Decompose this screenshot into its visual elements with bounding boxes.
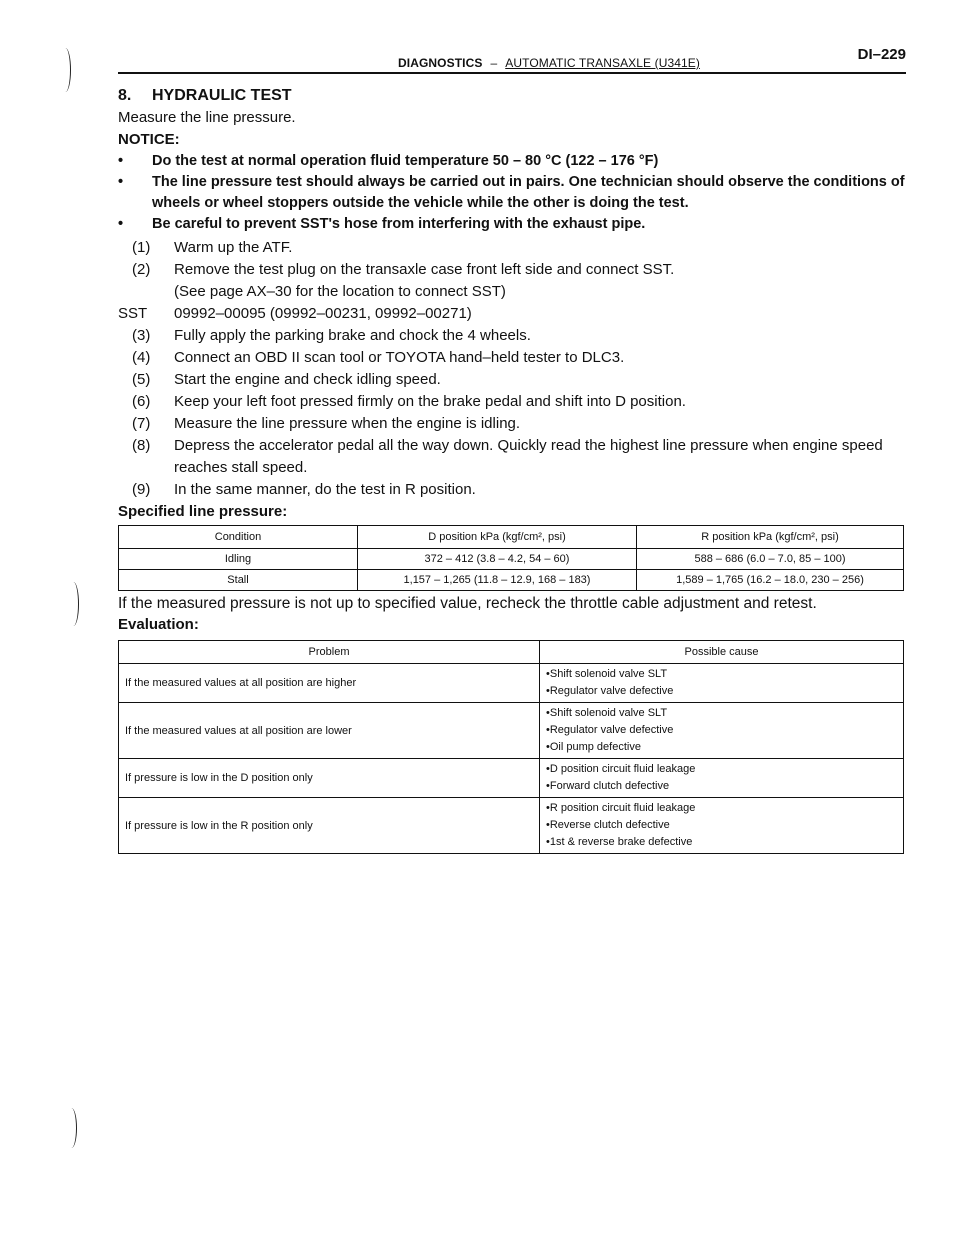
step-text: Depress the accelerator pedal all the way down. Quickly read the highest line pressure when engine speed reaches stall speed. xyxy=(174,437,883,476)
cause-item: • Shift solenoid valve SLT xyxy=(546,705,897,722)
table-cell: 372 – 412 (3.8 – 4.2, 54 – 60) xyxy=(358,549,637,570)
sst-value: 09992–00095 (09992–00231, 09992–00271) xyxy=(174,305,472,322)
step-number: (6) xyxy=(132,393,151,410)
step-item xyxy=(118,413,908,435)
table-row xyxy=(119,549,904,570)
step-number: (5) xyxy=(132,371,151,388)
table-row xyxy=(119,664,904,703)
heading-number: 8. xyxy=(118,87,132,104)
step-number: (2) xyxy=(132,261,151,278)
binder-mark xyxy=(68,582,79,626)
evaluation-label: Evaluation: xyxy=(118,616,199,633)
notice-item: • Do the test at normal operation fluid temperature 50 – 80 °C (122 – 176 °F) xyxy=(118,151,908,172)
problem-cell: If the measured values at all position are higher xyxy=(119,664,540,703)
sst-line xyxy=(118,303,908,325)
cause-item: • Regulator valve defective xyxy=(546,722,897,739)
table-row xyxy=(119,798,904,854)
table-cell: Idling xyxy=(119,549,358,570)
subsection-title: AUTOMATIC TRANSAXLE (U341E) xyxy=(505,56,700,70)
step-item xyxy=(118,435,908,479)
table-row xyxy=(119,759,904,798)
retest-note: If the measured pressure is not up to specified value, recheck the throttle cable adjustment and retest. xyxy=(118,595,817,612)
notice-item: • Be careful to prevent SST's hose from interfering with the exhaust pipe. xyxy=(118,214,908,235)
evaluation-table xyxy=(118,640,904,854)
cause-cell xyxy=(540,798,904,854)
sst-label: SST xyxy=(118,305,148,322)
table-header-row xyxy=(119,641,904,664)
steps-list xyxy=(118,237,908,303)
cause-item: • Shift solenoid valve SLT xyxy=(546,666,897,683)
binder-mark xyxy=(66,1108,77,1148)
spec-label: Specified line pressure: xyxy=(118,503,288,520)
step-number: (7) xyxy=(132,415,151,432)
notice-list xyxy=(118,151,908,235)
problem-cell: If pressure is low in the R position only xyxy=(119,798,540,854)
problem-cell: If the measured values at all position are lower xyxy=(119,703,540,759)
cause-cell xyxy=(540,759,904,798)
step-main-text: Remove the test plug on the transaxle case front left side and connect SST. xyxy=(174,261,675,278)
step-item xyxy=(118,347,908,369)
step-item xyxy=(118,479,908,501)
table-header-cell: R position kPa (kgf/cm², psi) xyxy=(637,526,904,549)
step-text: Connect an OBD II scan tool or TOYOTA hand–held tester to DLC3. xyxy=(174,349,625,366)
section-header xyxy=(398,56,700,70)
step-number: (4) xyxy=(132,349,151,366)
table-cell: Stall xyxy=(119,570,358,591)
table-header-row xyxy=(119,526,904,549)
problem-cell: If pressure is low in the D position only xyxy=(119,759,540,798)
step-number: (1) xyxy=(132,239,151,256)
step-text: Fully apply the parking brake and chock the 4 wheels. xyxy=(174,327,531,344)
table-header-cell: Possible cause xyxy=(540,641,904,664)
notice-label: NOTICE: xyxy=(118,131,180,148)
header-rule xyxy=(118,72,906,74)
cause-item: • Oil pump defective xyxy=(546,739,897,756)
table-header-cell: D position kPa (kgf/cm², psi) xyxy=(358,526,637,549)
table-cell: 588 – 686 (6.0 – 7.0, 85 – 100) xyxy=(637,549,904,570)
heading-text: HYDRAULIC TEST xyxy=(152,87,292,104)
spec-table xyxy=(118,525,904,591)
step-number: (9) xyxy=(132,481,151,498)
binder-mark xyxy=(60,48,71,92)
table-cell: 1,157 – 1,265 (11.8 – 12.9, 168 – 183) xyxy=(358,570,637,591)
step-item xyxy=(118,391,908,413)
step-item xyxy=(118,259,908,303)
step-text: Start the engine and check idling speed. xyxy=(174,371,441,388)
step-text: Warm up the ATF. xyxy=(174,239,293,256)
step-text xyxy=(174,259,908,303)
cause-item: • 1st & reverse brake defective xyxy=(546,834,897,851)
table-row xyxy=(119,703,904,759)
step-item xyxy=(118,237,908,259)
table-header-cell: Problem xyxy=(119,641,540,664)
table-cell: 1,589 – 1,765 (16.2 – 18.0, 230 – 256) xyxy=(637,570,904,591)
step-text: Keep your left foot pressed firmly on the brake pedal and shift into D position. xyxy=(174,393,686,410)
intro-text: Measure the line pressure. xyxy=(118,109,296,126)
cause-item: • R position circuit fluid leakage xyxy=(546,800,897,817)
page-number: DI–229 xyxy=(857,46,906,63)
table-header-cell: Condition xyxy=(119,526,358,549)
step-number: (8) xyxy=(132,437,151,454)
cause-item: • Reverse clutch defective xyxy=(546,817,897,834)
steps-list-continued xyxy=(118,325,908,501)
cause-cell xyxy=(540,703,904,759)
step-sub-text: (See page AX–30 for the location to connect SST) xyxy=(174,283,506,300)
cause-cell xyxy=(540,664,904,703)
section-title: DIAGNOSTICS xyxy=(398,56,483,70)
content xyxy=(118,84,908,854)
step-text: In the same manner, do the test in R position. xyxy=(174,481,476,498)
notice-item: • The line pressure test should always be carried out in pairs. One technician should observe the conditions of wheels or wheel stoppers outside the vehicle while the other is doing the test. xyxy=(118,172,908,214)
step-number: (3) xyxy=(132,327,151,344)
step-item xyxy=(118,325,908,347)
cause-item: • Regulator valve defective xyxy=(546,683,897,700)
header-dash: – xyxy=(490,56,498,70)
cause-item: • D position circuit fluid leakage xyxy=(546,761,897,778)
step-text: Measure the line pressure when the engine is idling. xyxy=(174,415,521,432)
step-item xyxy=(118,369,908,391)
section-heading xyxy=(118,84,908,107)
cause-item: • Forward clutch defective xyxy=(546,778,897,795)
table-row xyxy=(119,570,904,591)
